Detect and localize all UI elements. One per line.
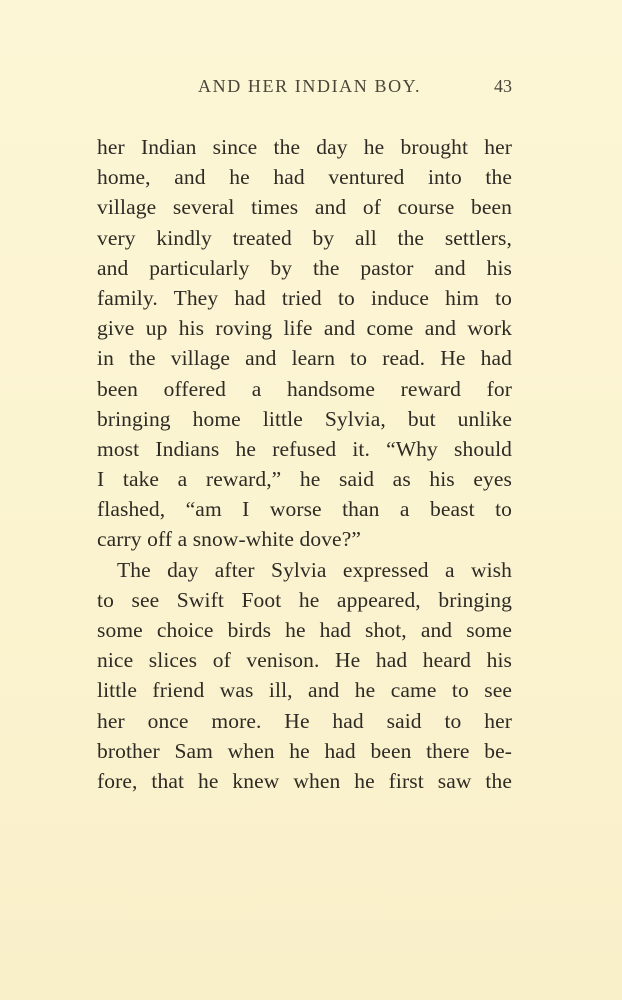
text-line: home, and he had ventured into the xyxy=(97,165,512,190)
text-line: most Indians he refused it. “Why should xyxy=(97,436,512,461)
text-line: her once more. He had said to her xyxy=(97,708,512,733)
text-line: been offered a handsome reward for xyxy=(97,376,512,401)
text-line: in the village and learn to read. He had xyxy=(97,346,512,371)
text-line: carry off a snow-white dove?” xyxy=(97,527,361,552)
text-line: flashed, “am I worse than a beast to xyxy=(97,497,512,522)
text-line: her Indian since the day he brought her xyxy=(97,135,512,159)
text-line: fore, that he knew when he first saw the xyxy=(97,768,512,793)
running-title: AND HER INDIAN BOY. xyxy=(198,76,422,96)
running-head xyxy=(98,76,514,100)
text-line: some choice birds he had shot, and some xyxy=(97,618,512,642)
text-line: bringing home little Sylvia, but unlike xyxy=(97,406,512,431)
text-line: village several times and of course been xyxy=(97,195,512,220)
text-line: and particularly by the pastor and his xyxy=(97,255,512,280)
page-number: 43 xyxy=(494,76,512,96)
text-line: to see Swift Foot he appeared, bringing xyxy=(97,587,512,612)
text-line: family. They had tried to induce him to xyxy=(97,285,512,310)
text-line: very kindly treated by all the settlers, xyxy=(97,225,512,250)
text-line: nice slices of venison. He had heard his xyxy=(97,648,512,673)
text-line: I take a reward,” he said as his eyes xyxy=(97,467,512,492)
text-line: brother Sam when he had been there be- xyxy=(97,738,512,763)
text-line: little friend was ill, and he came to see xyxy=(97,678,512,703)
text-line: The day after Sylvia expressed a wish xyxy=(117,557,512,582)
body-text xyxy=(97,132,512,796)
text-line: give up his roving life and come and work xyxy=(97,316,512,341)
